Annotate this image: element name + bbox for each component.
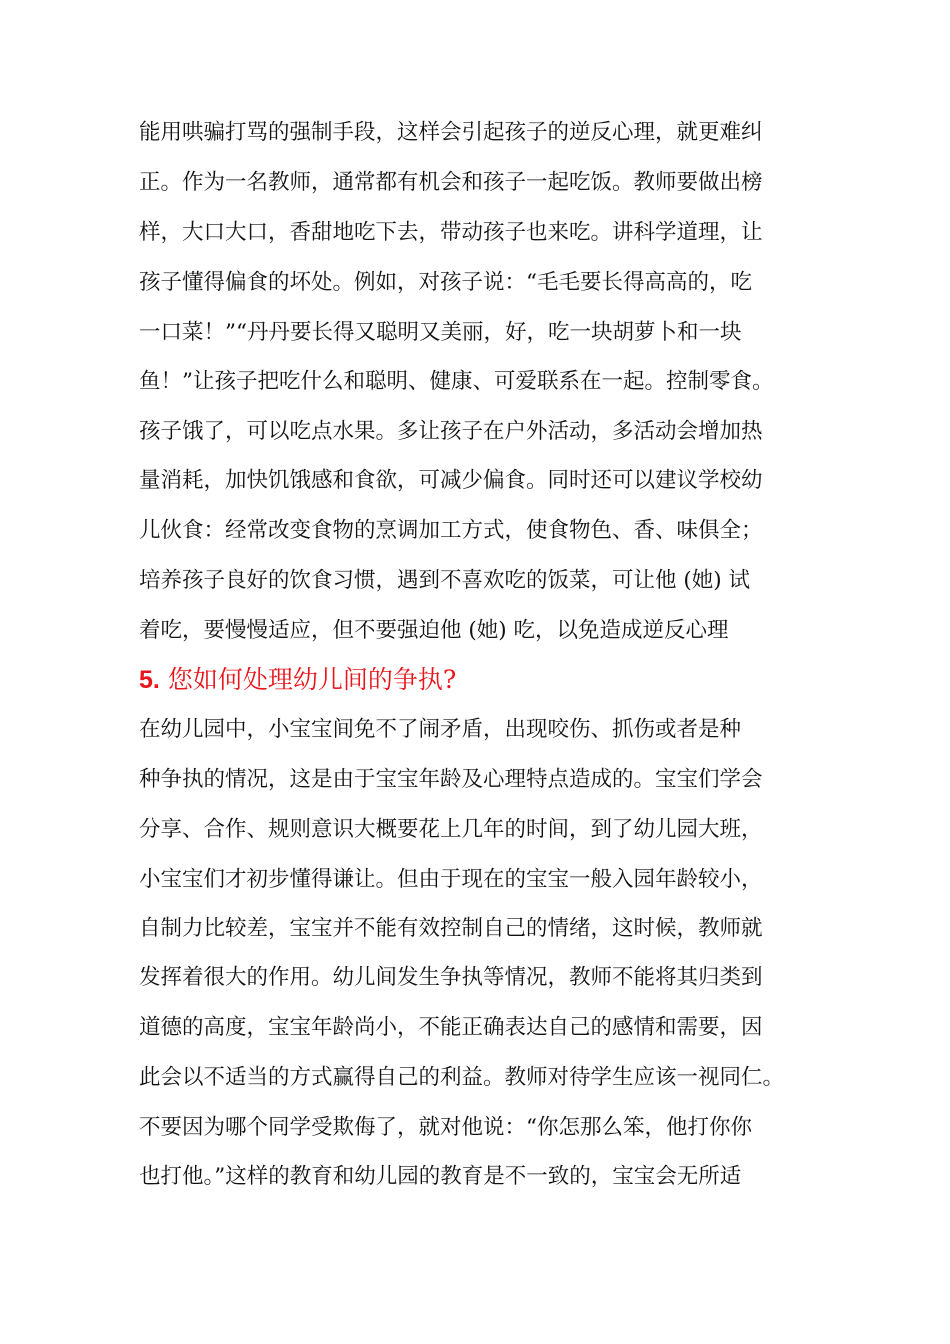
text-line: 孩子懂得偏食的坏处。例如，对孩子说：“毛毛要长得高高的，吃 bbox=[139, 270, 752, 295]
text-line: 自制力比较差，宝宝并不能有效控制自己的情绪，这时候，教师就 bbox=[139, 916, 763, 941]
text-line: 儿伙食：经常改变食物的烹调加工方式，使食物色、香、味俱全； bbox=[139, 518, 763, 543]
text-line: 着吃，要慢慢适应，但不要强迫他 (她) 吃，以免造成逆反心理 bbox=[139, 618, 729, 643]
text-line: 能用哄骗打骂的强制手段，这样会引起孩子的逆反心理，就更难纠 bbox=[139, 120, 763, 145]
text-line: 分享、合作、规则意识大概要花上几年的时间，到了幼儿园大班， bbox=[139, 817, 763, 842]
text-line: 此会以不适当的方式赢得自己的利益。教师对待学生应该一视同仁。 bbox=[139, 1065, 785, 1090]
text-line: 正。作为一名教师，通常都有机会和孩子一起吃饭。教师要做出榜 bbox=[139, 170, 763, 195]
text-line: 种争执的情况，这是由于宝宝年龄及心理特点造成的。宝宝们学会 bbox=[139, 767, 763, 792]
text-line: 孩子饿了，可以吃点水果。多让孩子在户外活动，多活动会增加热 bbox=[139, 419, 763, 444]
text-line: 量消耗，加快饥饿感和食欲，可减少偏食。同时还可以建议学校幼 bbox=[139, 468, 763, 493]
text-line: 培养孩子良好的饮食习惯，遇到不喜欢吃的饭菜，可让他 (她) 试 bbox=[139, 568, 750, 593]
text-line: 一口菜！”“丹丹要长得又聪明又美丽，好，吃一块胡萝卜和一块 bbox=[139, 320, 742, 345]
text-line: 在幼儿园中，小宝宝间免不了闹矛盾，出现咬伤、抓伤或者是种 bbox=[139, 717, 742, 742]
text-line: 鱼！”让孩子把吃什么和聪明、健康、可爱联系在一起。控制零食。 bbox=[139, 369, 774, 394]
text-line: 发挥着很大的作用。幼儿间发生争执等情况，教师不能将其归类到 bbox=[139, 965, 763, 990]
section-title: 您如何处理幼儿间的争执? bbox=[167, 665, 457, 694]
text-line: 也打他。”这样的教育和幼儿园的教育是不一致的，宝宝会无所适 bbox=[139, 1164, 742, 1189]
text-line: 不要因为哪个同学受欺侮了，就对他说：“你怎那么笨，他打你你 bbox=[139, 1115, 752, 1140]
section-heading bbox=[139, 662, 829, 698]
text-line: 小宝宝们才初步懂得谦让。但由于现在的宝宝一般入园年龄较小， bbox=[139, 867, 763, 892]
section-number: 5. bbox=[139, 666, 160, 694]
text-line: 道德的高度，宝宝年龄尚小，不能正确表达自己的感情和需要，因 bbox=[139, 1015, 763, 1040]
text-line: 样，大口大口，香甜地吃下去，带动孩子也来吃。讲科学道理，让 bbox=[139, 220, 763, 245]
